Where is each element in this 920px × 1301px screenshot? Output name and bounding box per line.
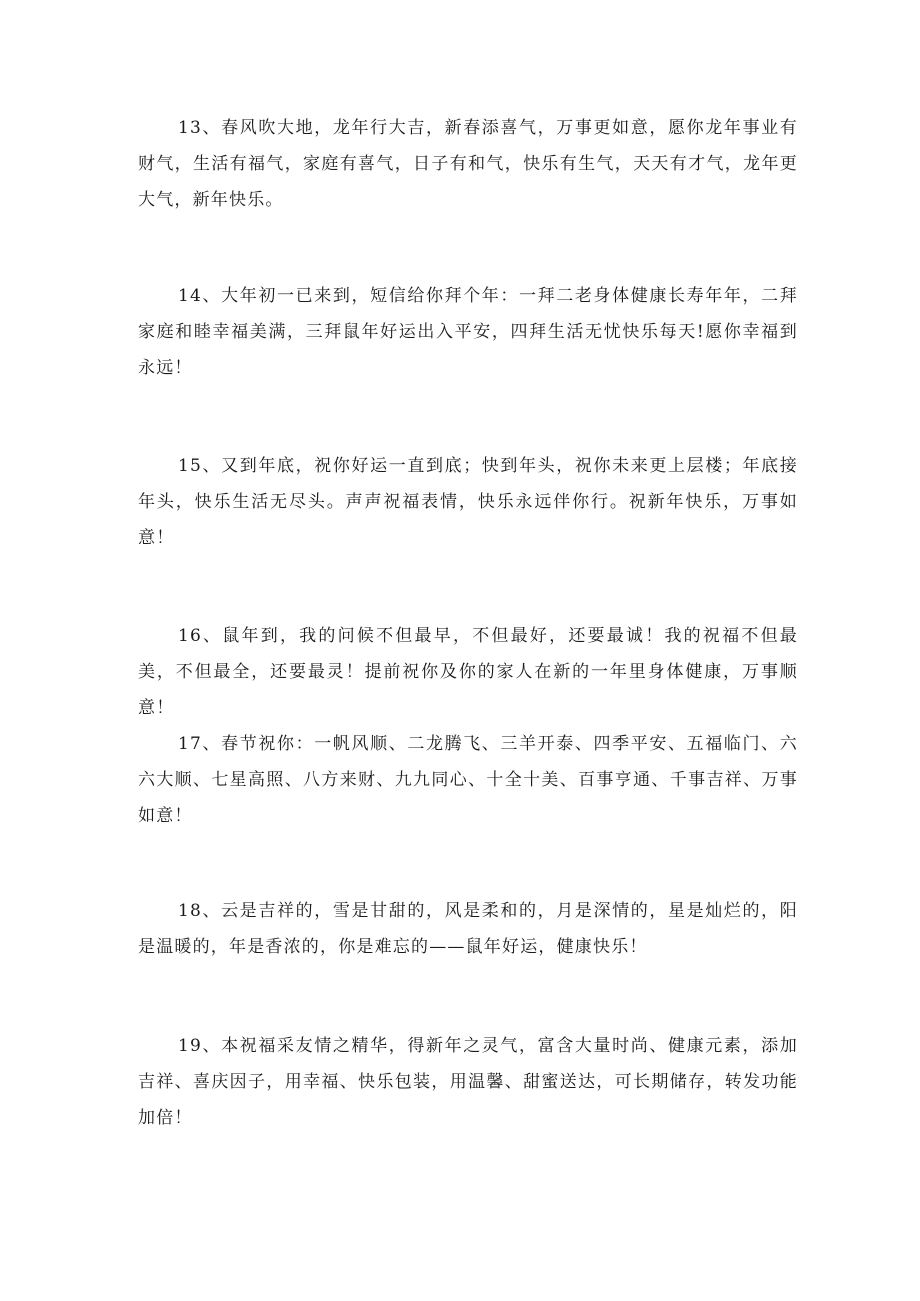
paragraph-14: 14、大年初一已来到，短信给你拜个年：一拜二老身体健康长寿年年，二拜家庭和睦幸福美满，三拜鼠年好运出入平安，四拜生活无忧快乐每天!愿你幸福到永远！ xyxy=(138,286,798,378)
paragraph-17: 17、春节祝你：一帆风顺、二龙腾飞、三羊开泰、四季平安、五福临门、六六大顺、七星高照、八方来财、九九同心、十全十美、百事亨通、千事吉祥、万事如意！ xyxy=(138,734,798,826)
paragraph-16: 16、鼠年到，我的问候不但最早，不但最好，还要最诚！我的祝福不但最美，不但最全，还要最灵！提前祝你及你的家人在新的一年里身体健康，万事顺意！ xyxy=(138,626,798,718)
paragraph-19: 19、本祝福采友情之精华，得新年之灵气，富含大量时尚、健康元素，添加吉祥、喜庆因子，用幸福、快乐包装，用温馨、甜蜜送达，可长期储存，转发功能加倍！ xyxy=(138,1036,798,1128)
paragraph-15: 15、又到年底，祝你好运一直到底；快到年头，祝你未来更上层楼；年底接年头，快乐生活无尽头。声声祝福表情，快乐永远伴你行。祝新年快乐，万事如意！ xyxy=(138,456,798,548)
paragraph-13: 13、春风吹大地，龙年行大吉，新春添喜气，万事更如意，愿你龙年事业有财气，生活有福气，家庭有喜气，日子有和气，快乐有生气，天天有才气，龙年更大气，新年快乐。 xyxy=(138,118,798,210)
paragraph-18: 18、云是吉祥的，雪是甘甜的，风是柔和的，月是深情的，星是灿烂的，阳是温暖的，年是香浓的，你是难忘的——鼠年好运，健康快乐！ xyxy=(138,901,798,957)
